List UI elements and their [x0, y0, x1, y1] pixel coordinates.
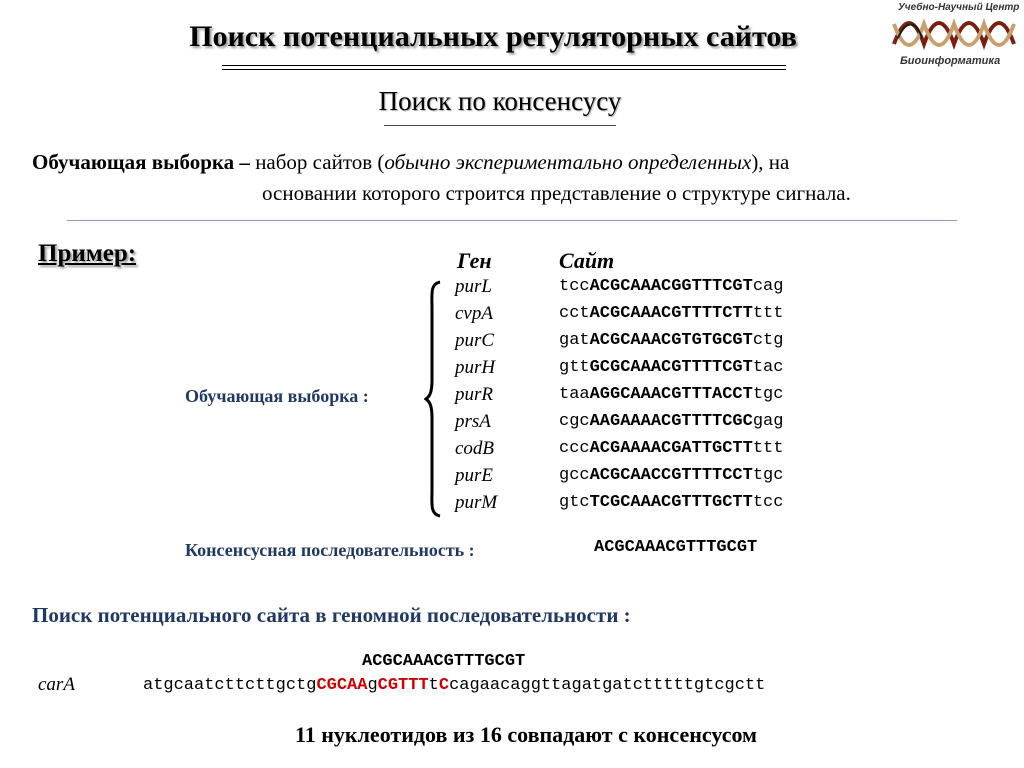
sequence-part: t [428, 676, 439, 695]
search-section-header: Поиск потенциального сайта в геномной последовательности : [32, 603, 631, 627]
definition-line-1 [32, 150, 789, 175]
search-gene-name: carA [38, 674, 75, 695]
search-consensus: ACGCAAACGTTTGCGT [362, 652, 526, 671]
site-sequence [559, 439, 783, 458]
site-sequence [559, 304, 783, 323]
definition-divider [67, 220, 957, 221]
site-flank-left: cct [559, 304, 590, 323]
site-flank-left: taa [559, 385, 590, 404]
site-flank-right: gag [752, 412, 784, 431]
site-flank-right: ttt [752, 439, 784, 458]
site-sequence [559, 358, 783, 377]
gene-name: purH [455, 357, 496, 378]
genomic-sequence [143, 676, 765, 695]
site-core: AGGCAAACGTTTACCT [589, 385, 753, 404]
gene-name: purC [455, 330, 495, 351]
site-column-header: Сайт [559, 248, 615, 273]
training-set-label: Обучающая выборка : [185, 386, 369, 406]
gene-name: codB [455, 438, 495, 459]
site-core: TCGCAAACGTTTGCTT [589, 493, 753, 512]
site-flank-right: tcc [752, 493, 784, 512]
site-flank-left: gtt [559, 358, 590, 377]
gene-name: purE [455, 465, 493, 486]
site-core: AAGAAAACGTTTTCGC [589, 412, 753, 431]
subtitle-divider [384, 125, 616, 126]
site-core: ACGAAAACGATTGCTT [589, 439, 753, 458]
slide-subtitle: Поиск по консенсусу [378, 86, 622, 116]
site-flank-left: cgc [559, 412, 590, 431]
site-flank-right: cag [752, 277, 784, 296]
gene-name: prsA [455, 411, 491, 432]
gene-column-header: Ген [457, 248, 492, 273]
site-sequence [559, 493, 783, 512]
sequence-match: C [438, 676, 450, 695]
site-core: ACGCAAACGTGTGCGT [589, 331, 753, 350]
site-core: ACGCAAACGTTTTCTT [589, 304, 753, 323]
site-flank-left: gcc [559, 466, 590, 485]
consensus-sequence: ACGCAAACGTTTGCGT [594, 538, 758, 557]
site-sequence [559, 466, 783, 485]
sequence-part: atgcaatcttcttgctg [143, 676, 317, 695]
site-sequence [559, 412, 783, 431]
site-flank-right: tgc [752, 466, 784, 485]
sequence-match: CGCAA [316, 676, 368, 695]
title-divider [222, 65, 786, 70]
definition-term: Обучающая выборка – [32, 150, 250, 174]
definition-text-b: ), на [751, 150, 790, 174]
gene-name: purL [455, 276, 492, 297]
site-flank-right: ttt [752, 304, 784, 323]
site-flank-left: gtc [559, 493, 590, 512]
example-label: Пример: [38, 240, 137, 267]
site-flank-right: tgc [752, 385, 784, 404]
sequence-match: CGTTT [377, 676, 429, 695]
site-flank-left: tcc [559, 277, 590, 296]
definition-italic: обычно экспериментально определенных [384, 150, 752, 174]
training-set-brace [424, 280, 446, 518]
site-sequence [559, 277, 783, 296]
slide-title: Поиск потенциальных регуляторных сайтов [189, 20, 797, 53]
logo-top-text: Учебно-Научный Центр [898, 2, 1020, 13]
gene-name: purR [455, 384, 493, 405]
site-flank-left: ccc [559, 439, 590, 458]
logo-bottom-text: Биоинформатика [900, 55, 1001, 67]
definition-line-2: основании которого строится представление о структуре сигнала. [262, 181, 851, 205]
gene-name: purM [455, 492, 498, 513]
site-flank-right: tac [752, 358, 784, 377]
site-core: GCGCAAACGTTTTCGT [589, 358, 753, 377]
site-sequence [559, 385, 783, 404]
definition-text-a: набор сайтов ( [249, 150, 385, 174]
consensus-label: Консенсусная последовательность : [185, 540, 475, 560]
match-result: 11 нуклеотидов из 16 совпадают с консенсусом [294, 722, 758, 747]
site-core: ACGCAAACGGTTTCGT [589, 277, 753, 296]
site-flank-right: ctg [752, 331, 784, 350]
site-core: ACGCAACCGTTTTCCT [589, 466, 753, 485]
sequence-part: g [367, 676, 378, 695]
gene-name: cvpA [455, 303, 493, 324]
site-flank-left: gat [559, 331, 590, 350]
site-sequence [559, 331, 783, 350]
sequence-part: cagaacaggttagatgatctttttgtcgctt [449, 676, 766, 695]
